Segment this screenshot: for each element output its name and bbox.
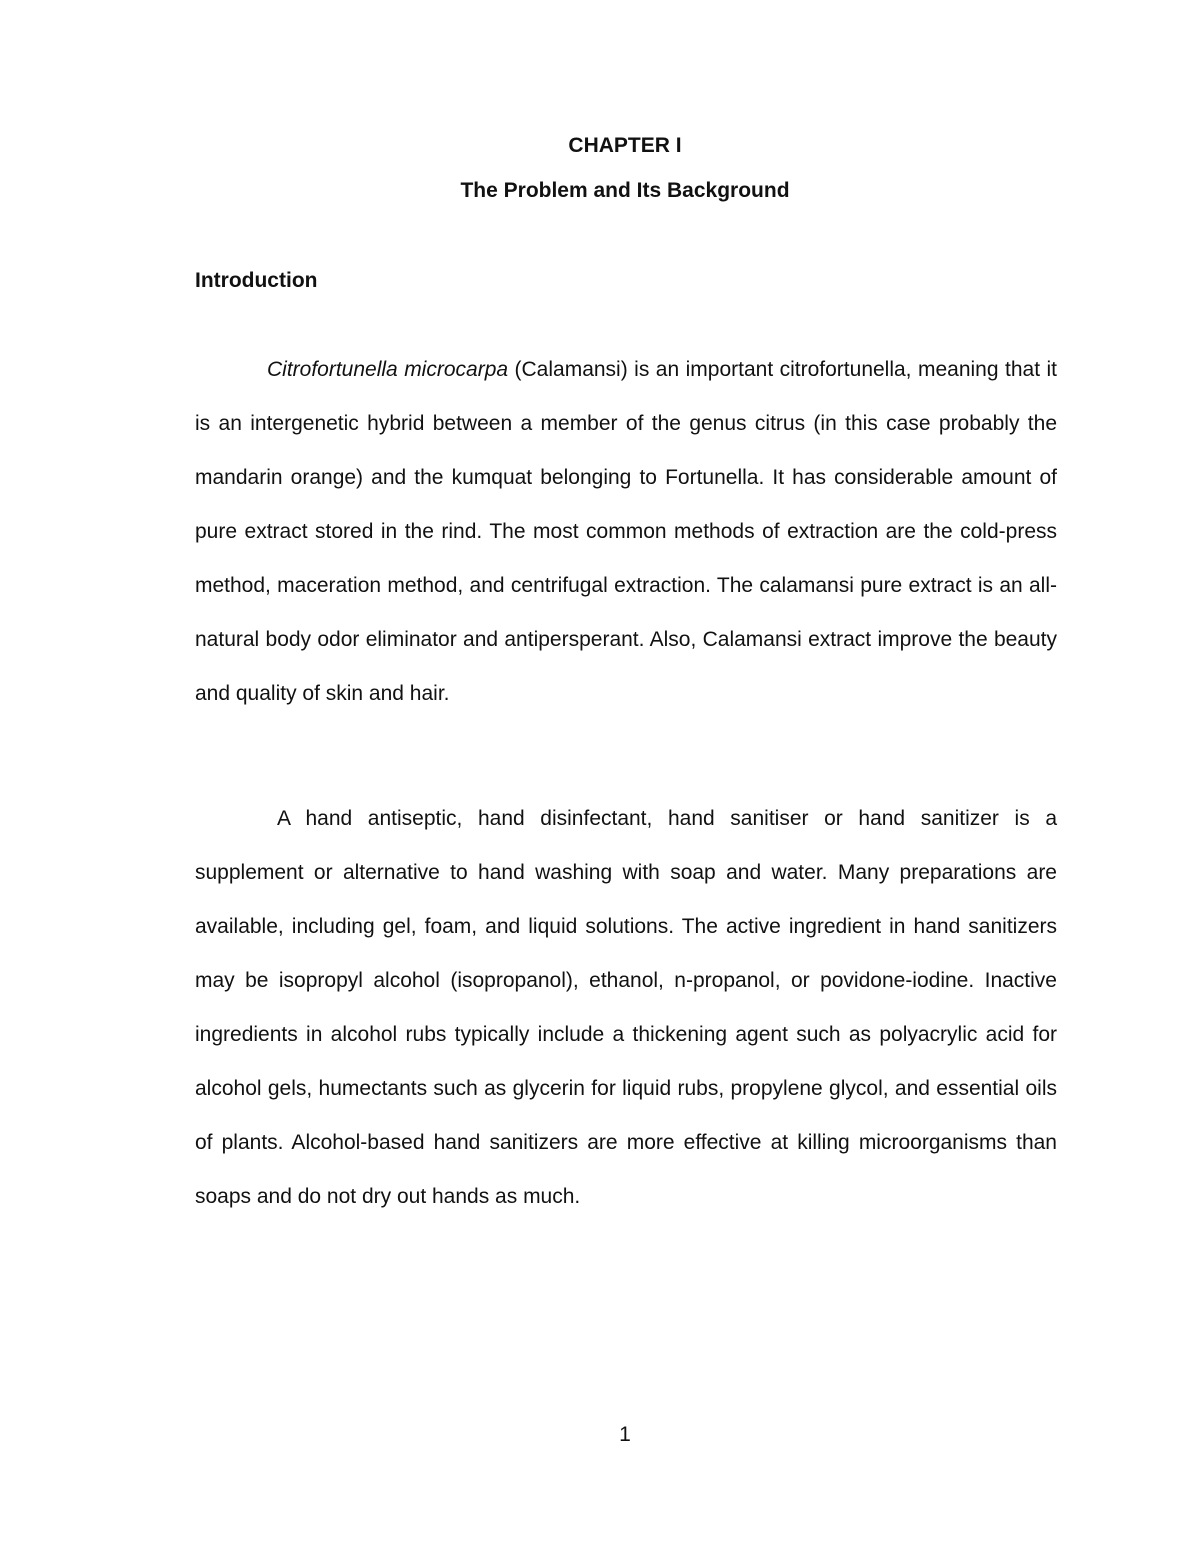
paragraph-calamansi xyxy=(195,343,1057,721)
page-number: 1 xyxy=(619,1423,631,1446)
paragraph-hand-sanitizer: A hand antiseptic, hand disinfectant, hand sanitiser or hand sanitizer is a supplement or alternative to hand washing with soap and water. Many preparations are available, including gel, foam, and liquid solutions. The active ingredient in hand sanitizers may be isopropyl alcohol (isopropanol), ethanol, n-propanol, or povidone-iodine. Inactive ingredients in alcohol rubs typically include a thickening agent such as polyacrylic acid for alcohol gels, humectants such as glycerin for liquid rubs, propylene glycol, and essential oils of plants. Alcohol-based hand sanitizers are more effective at killing microorganisms than soaps and do not dry out hands as much. xyxy=(195,807,1057,1208)
chapter-title: The Problem and Its Background xyxy=(460,179,790,202)
chapter-label: CHAPTER I xyxy=(568,134,682,157)
species-name: Citrofortunella microcarpa xyxy=(267,358,509,381)
paragraph-calamansi-text: (Calamansi) is an important citrofortunella, meaning that it is an intergenetic hybrid between a member of the genus citrus (in this case probably the mandarin orange) and the kumquat belonging to Fortunella. It has considerable amount of pure extract stored in the rind. The most common methods of extraction are the cold-press method, maceration method, and centrifugal extraction. The calamansi pure extract is an all-natural body odor eliminator and antipersperant. Also, Calamansi extract improve the beauty and quality of skin and hair. xyxy=(195,358,1057,705)
section-heading-introduction: Introduction xyxy=(195,269,318,292)
